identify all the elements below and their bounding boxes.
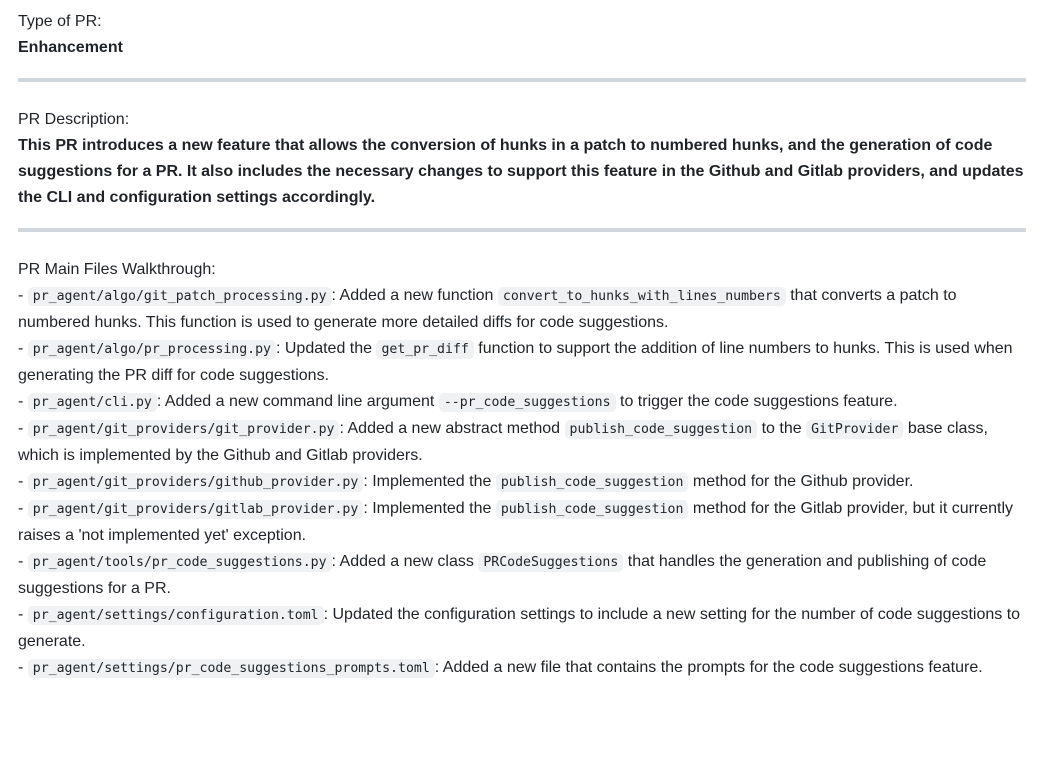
bullet: - — [18, 553, 28, 570]
walkthrough-label: PR Main Files Walkthrough: — [18, 261, 216, 278]
description-section — [18, 107, 1026, 211]
bullet: - — [18, 500, 28, 517]
code-identifier: publish_code_suggestion — [496, 500, 689, 519]
walkthrough-section — [18, 257, 1026, 682]
code-identifier: publish_code_suggestion — [496, 473, 689, 492]
item-text: : Implemented the — [363, 473, 496, 490]
code-identifier: publish_code_suggestion — [565, 420, 758, 439]
file-path: pr_agent/settings/configuration.toml — [28, 606, 324, 625]
bullet: - — [18, 340, 28, 357]
bullet: - — [18, 606, 28, 623]
bullet: - — [18, 659, 28, 676]
type-value: Enhancement — [18, 39, 123, 56]
bullet: - — [18, 420, 28, 437]
file-path: pr_agent/git_providers/github_provider.py — [28, 473, 364, 492]
walkthrough-item — [18, 416, 1026, 469]
item-text: that converts a patch to numbered hunks. This function is used to generate more detailed diffs for code suggestions. — [18, 287, 957, 331]
file-path: pr_agent/tools/pr_code_suggestions.py — [28, 553, 332, 572]
file-path: pr_agent/cli.py — [28, 393, 157, 412]
walkthrough-item — [18, 283, 1026, 336]
file-path: pr_agent/git_providers/gitlab_provider.py — [28, 500, 364, 519]
file-path: pr_agent/settings/pr_code_suggestions_prompts.toml — [28, 659, 435, 678]
item-text: : Added a new class — [331, 553, 479, 570]
item-text: function to support the addition of line numbers to hunks. This is used when generating the PR diff for code suggestions. — [18, 340, 1013, 384]
walkthrough-item — [18, 389, 1026, 416]
bullet: - — [18, 393, 28, 410]
walkthrough-item — [18, 496, 1026, 549]
walkthrough-item — [18, 469, 1026, 496]
item-text: : Added a new abstract method — [339, 420, 565, 437]
item-text: method for the Github provider. — [688, 473, 914, 490]
item-text: : Updated the — [275, 340, 377, 357]
item-text: that handles the generation and publishing of code suggestions for a PR. — [18, 553, 987, 597]
code-identifier: get_pr_diff — [376, 340, 473, 359]
bullet: - — [18, 473, 28, 490]
item-text: to trigger the code suggestions feature. — [615, 393, 898, 410]
description-text: This PR introduces a new feature that allows the conversion of hunks in a patch to numbered hunks, and the generation of code suggestions for a PR. It also includes the necessary changes to support this feature in the Github and Gitlab providers, and updates the CLI and configuration settings accordingly. — [18, 137, 1024, 206]
item-text: : Implemented the — [363, 500, 496, 517]
description-label: PR Description: — [18, 111, 130, 128]
item-text: : Added a new command line argument — [156, 393, 439, 410]
walkthrough-item — [18, 336, 1026, 389]
item-text: : Added a new file that contains the prompts for the code suggestions feature. — [434, 659, 983, 676]
walkthrough-item — [18, 602, 1026, 655]
code-identifier: GitProvider — [806, 420, 903, 439]
item-text: to the — [757, 420, 807, 437]
section-divider — [18, 228, 1026, 232]
code-identifier: convert_to_hunks_with_lines_numbers — [498, 287, 786, 306]
section-divider — [18, 78, 1026, 82]
type-section — [18, 9, 1026, 61]
type-label: Type of PR: — [18, 13, 102, 30]
file-path: pr_agent/algo/git_patch_processing.py — [28, 287, 332, 306]
file-path: pr_agent/algo/pr_processing.py — [28, 340, 276, 359]
walkthrough-item — [18, 549, 1026, 602]
item-text: : Added a new function — [331, 287, 498, 304]
file-path: pr_agent/git_providers/git_provider.py — [28, 420, 340, 439]
bullet: - — [18, 287, 28, 304]
code-identifier: --pr_code_suggestions — [439, 393, 616, 412]
walkthrough-item — [18, 655, 1026, 682]
item-text: base class, which is implemented by the Github and Gitlab providers. — [18, 420, 988, 464]
item-text: : Updated the configuration settings to include a new setting for the number of code suggestions to generate. — [18, 606, 1021, 650]
item-text: method for the Gitlab provider, but it currently raises a 'not implemented yet' exception. — [18, 500, 1014, 544]
code-identifier: PRCodeSuggestions — [478, 553, 623, 572]
